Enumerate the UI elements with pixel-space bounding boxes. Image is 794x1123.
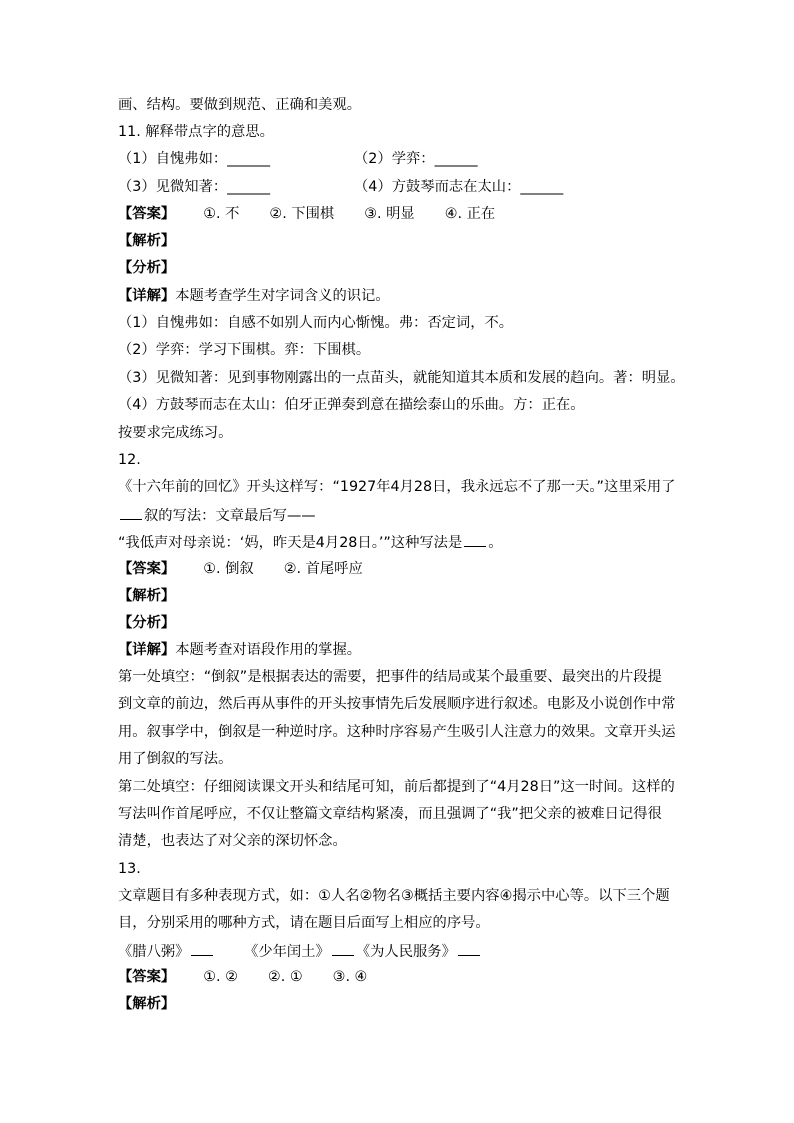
answer-label: 【答案】	[118, 969, 176, 985]
q11-item: （3）见微知著：______	[118, 179, 271, 195]
q12-text: “我低声对母亲说：‘妈，昨天是4月28日。’”这种写法是	[118, 535, 463, 551]
q11-item: （4）方鼓琴而志在太山：______	[354, 179, 564, 195]
q12-line	[118, 532, 503, 550]
q11-item: （2）学弈：______	[354, 151, 478, 167]
answer-list	[203, 561, 393, 577]
closing-line: 按要求完成练习。	[118, 425, 233, 441]
intro-text: 画、结构。要做到规范、正确和美观。	[118, 97, 362, 113]
fill-blank	[464, 532, 486, 547]
xiangjie-row	[118, 641, 361, 659]
answer-item: ①. ②	[203, 969, 238, 985]
q11-item: （1）自愧弗如：______	[118, 151, 271, 167]
fill-blank	[191, 941, 213, 956]
fill-blank	[332, 941, 354, 956]
answer-item: ③. ④	[332, 969, 368, 985]
fenxi-label: 【分析】	[118, 615, 176, 631]
q11-answer-row	[118, 205, 525, 223]
detail-line: （1）自愧弗如：自感不如别人而内心惭愧。弗：否定词，不。	[118, 315, 514, 331]
paragraph-line: 写法叫作首尾呼应，不仅让整篇文章结构紧凑，而且强调了“我”把父亲的被难日记得很	[118, 806, 662, 822]
answer-item: ②. 首尾呼应	[283, 561, 363, 577]
xiangjie-row	[118, 287, 390, 305]
answer-list	[203, 206, 525, 222]
q12-number: 12.	[118, 452, 141, 468]
answer-label: 【答案】	[118, 206, 176, 222]
answer-item: ②. ①	[267, 969, 303, 985]
paragraph-line: 用。叙事学中，倒叙是一种逆时序。这种时序容易产生吸引人注意力的效果。文章开头运	[118, 724, 676, 740]
answer-item: ①. 倒叙	[203, 561, 254, 577]
paragraph-line: 清楚，也表达了对父亲的深切怀念。	[118, 833, 347, 849]
xiangjie-label: 【详解】	[118, 642, 176, 658]
fill-blank	[458, 941, 480, 956]
q13-title: 《腊八粥》	[118, 944, 190, 960]
q12-text: 。	[488, 535, 503, 551]
q13-line: 文章题目有多种表现方式，如：①人名②物名③概括主要内容④揭示中心等。以下三个题	[118, 888, 670, 904]
jiexi-label: 【解析】	[118, 233, 176, 249]
answer-item: ②. 下围棋	[269, 206, 335, 222]
q13-number: 13.	[118, 861, 141, 877]
xiangjie-label: 【详解】	[118, 288, 176, 304]
q13-line: 目，分别采用的哪种方式，请在题目后面写上相应的序号。	[118, 915, 490, 931]
q11-title: 11. 解释带点字的意思。	[118, 124, 274, 140]
q13-title: 《为人民服务》	[355, 944, 456, 960]
xiangjie-text: 本题考查对语段作用的掌握。	[175, 642, 362, 658]
q12-text: 叙的写法：文章最后写——	[144, 508, 316, 524]
detail-line: （4）方鼓琴而志在太山：伯牙正弹奏到意在描绘泰山的乐曲。方：正在。	[118, 397, 585, 413]
answer-item: ③. 明显	[364, 206, 415, 222]
answer-list	[203, 969, 397, 985]
answer-label: 【答案】	[118, 561, 176, 577]
paragraph-line: 第一处填空：“倒叙”是根据表达的需要，把事件的结局或某个最重要、最突出的片段提	[118, 669, 662, 685]
q11-item-row	[118, 178, 564, 196]
jiexi-label: 【解析】	[118, 588, 176, 604]
fenxi-label: 【分析】	[118, 260, 176, 276]
paragraph-line: 到文章的前边，然后再从事件的开头按事情先后发展顺序进行叙述。电影及小说创作中常	[118, 696, 676, 712]
answer-item: ①. 不	[203, 206, 240, 222]
answer-item: ④. 正在	[444, 206, 496, 222]
q12-answer-row	[118, 560, 393, 578]
q11-item-row	[118, 150, 478, 168]
xiangjie-text: 本题考查学生对字词含义的识记。	[175, 288, 390, 304]
paragraph-line: 用了倒叙的写法。	[118, 751, 233, 767]
detail-line: （2）学弈：学习下围棋。弈：下围棋。	[118, 342, 371, 358]
detail-line: （3）见微知著：见到事物刚露出的一点苗头，就能知道其本质和发展的趋向。著：明显。	[118, 370, 685, 386]
q13-answer-row	[118, 968, 397, 986]
fill-blank	[120, 505, 142, 520]
q12-line: 《十六年前的回忆》开头这样写：“1927年4月28日，我永远忘不了那一天。”这里采用了	[118, 479, 676, 495]
q13-title: 《少年闰土》	[244, 944, 330, 960]
q12-line	[118, 505, 316, 523]
q13-titles-row	[118, 941, 482, 959]
jiexi-label: 【解析】	[118, 996, 176, 1012]
paragraph-line: 第二处填空：仔细阅读课文开头和结尾可知，前后都提到了“4月28日”这一时间。这样的	[118, 779, 675, 795]
